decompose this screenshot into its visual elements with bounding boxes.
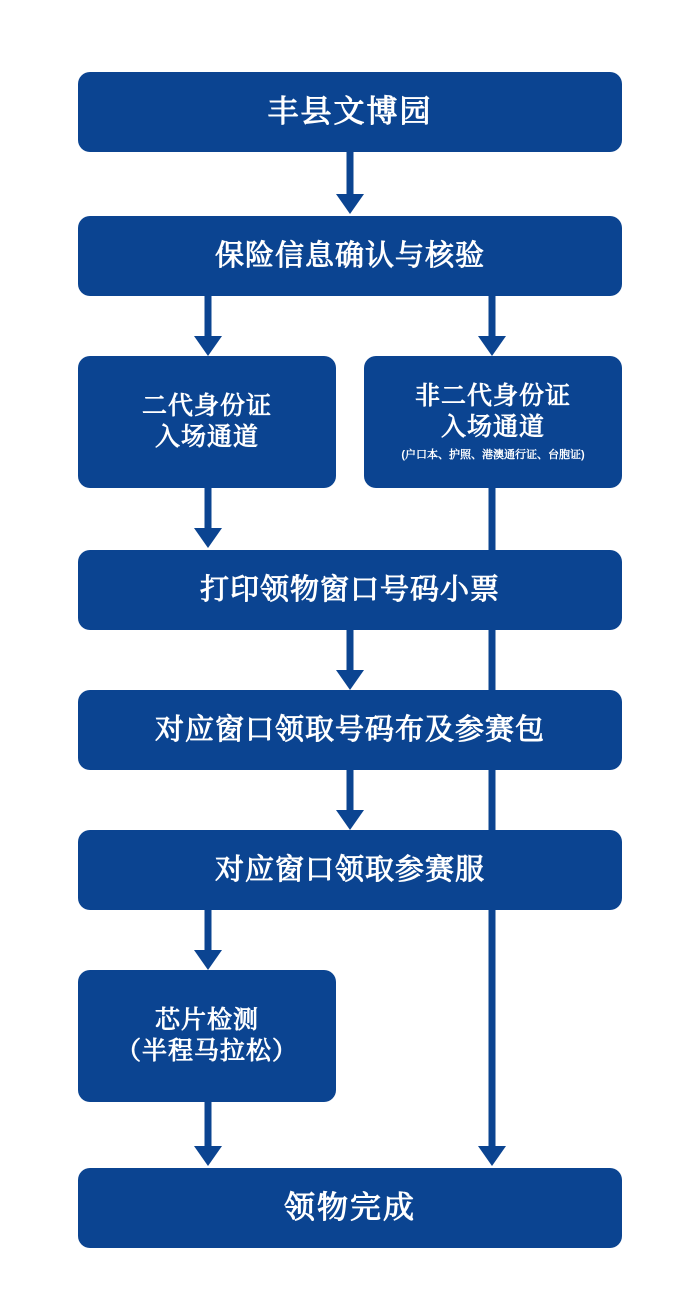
node-finish-line-1: 领物完成: [284, 1189, 416, 1225]
node-id-card-lane-line-2: 入场通道: [154, 423, 259, 451]
node-chip-test-line-1: 芯片检测: [154, 1005, 259, 1034]
node-non-id-card-lane-line-1: 非二代身份证: [414, 381, 571, 410]
connector-chip-to-finish: [190, 1102, 226, 1168]
node-collect-shirt-line-1: 对应窗口领取参赛服: [214, 853, 485, 886]
node-venue: [78, 72, 622, 152]
connector-bib-to-shirt: [332, 770, 368, 832]
node-chip-test-line-2: （半程马拉松）: [115, 1037, 298, 1065]
node-collect-bib-line-1: 对应窗口领取号码布及参赛包: [154, 713, 545, 746]
node-id-card-lane-line-1: 二代身份证: [141, 391, 272, 420]
node-chip-test: [78, 970, 336, 1102]
connector-shirt-to-chip: [190, 910, 226, 972]
node-venue-line-1: 丰县文博园: [267, 93, 433, 129]
node-collect-shirt: [78, 830, 622, 910]
connector-print-to-bib: [332, 630, 368, 692]
node-collect-bib: [78, 690, 622, 770]
node-non-id-card-lane: [364, 356, 622, 488]
connector-venue-to-insurance: [332, 152, 368, 216]
connector-id-lane-to-print: [190, 488, 226, 550]
node-print-ticket-line-1: 打印领物窗口号码小票: [199, 573, 500, 606]
connector-insurance-to-id-lane: [190, 296, 226, 358]
connector-insurance-to-non-id-lane: [474, 296, 510, 358]
node-id-card-lane: [78, 356, 336, 488]
node-insurance: [78, 216, 622, 296]
node-non-id-card-lane-line-2: 入场通道: [440, 413, 545, 442]
node-non-id-card-lane-note: (户口本、护照、港澳通行证、台胞证): [401, 449, 585, 462]
node-print-ticket: [78, 550, 622, 630]
node-finish: [78, 1168, 622, 1248]
node-insurance-line-1: 保险信息确认与核验: [214, 239, 485, 272]
